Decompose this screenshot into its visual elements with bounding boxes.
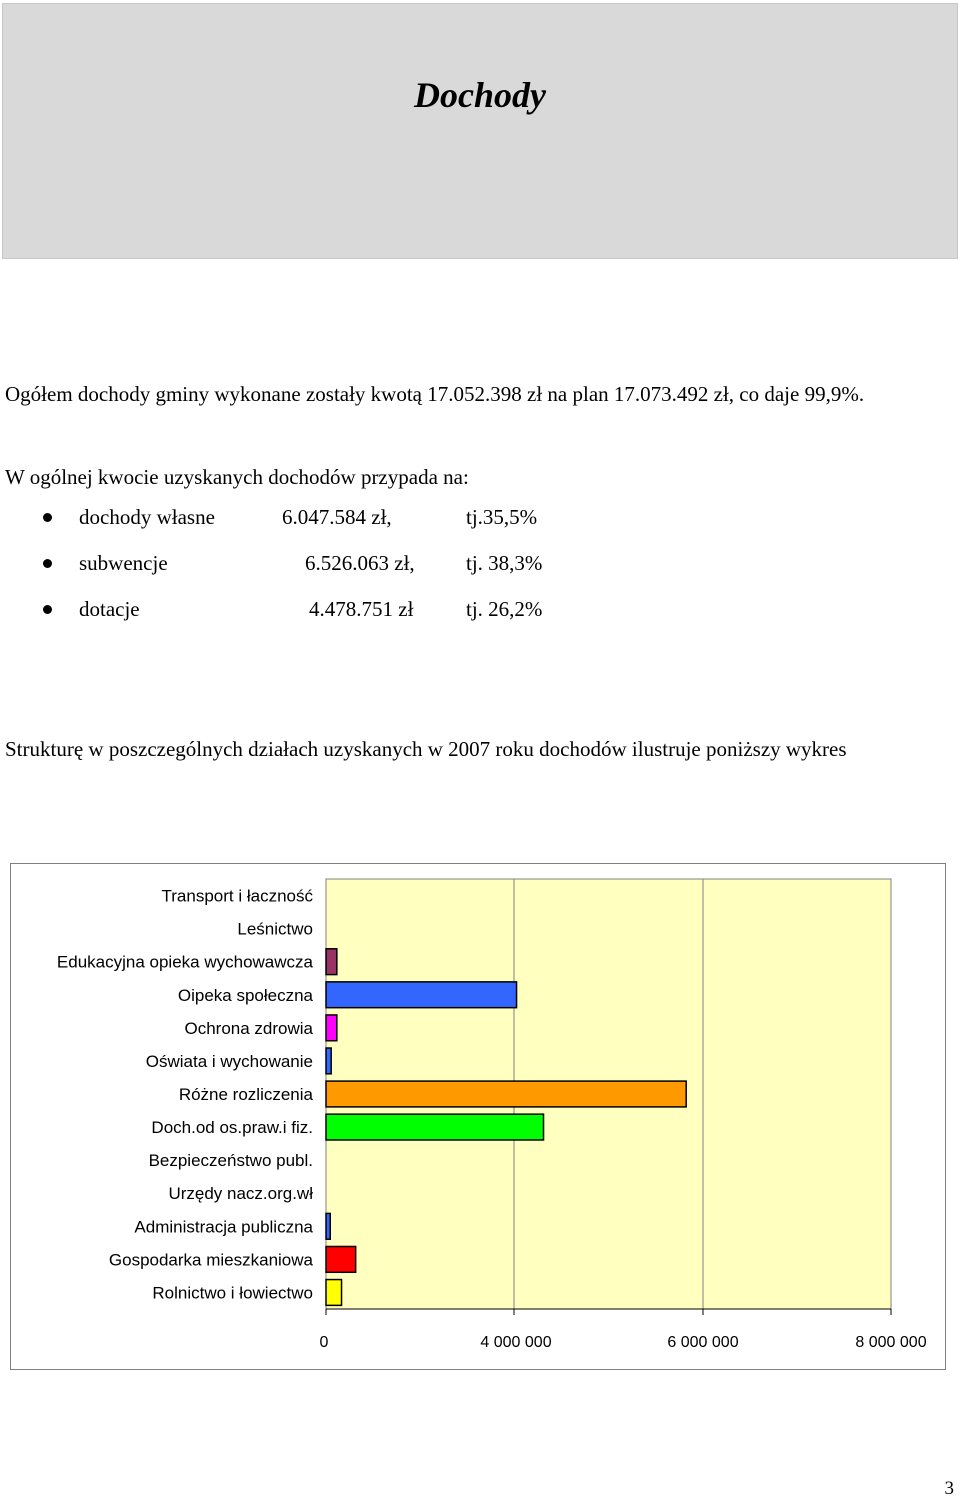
category-label: Doch.od os.praw.i fiz.: [151, 1118, 313, 1138]
breakdown-percent: tj. 26,2%: [466, 597, 543, 621]
bar: [326, 1280, 342, 1306]
income-breakdown-list: [0, 505, 700, 643]
breakdown-amount: 6.047.584 zł,: [282, 505, 392, 529]
bar: [326, 949, 337, 975]
bar: [326, 982, 517, 1008]
x-tick-label: 8 000 000: [855, 1334, 927, 1351]
category-label: Oświata i wychowanie: [145, 1051, 313, 1071]
category-label: Rolnictwo i łowiectwo: [152, 1283, 313, 1303]
bullet-icon: [43, 513, 52, 522]
x-tick-label: 4 000 000: [480, 1334, 552, 1351]
title-banner: [2, 3, 958, 259]
intro-paragraph: Ogółem dochody gminy wykonane zostały kwotą 17.052.398 zł na plan 17.073.492 zł, co daje 99,9%.: [5, 382, 865, 406]
bar: [326, 1015, 337, 1041]
category-label: Urzędy nacz.org.wł: [168, 1184, 313, 1204]
breakdown-amount: 4.478.751 zł: [309, 597, 414, 621]
breakdown-percent: tj. 38,3%: [466, 551, 543, 575]
category-label: Bezpieczeństwo publ.: [148, 1151, 313, 1171]
category-label: Transport i łaczność: [161, 886, 313, 906]
intro-breakdown-lead: W ogólnej kwocie uzyskanych dochodów przypada na:: [5, 465, 469, 489]
category-label: Różne rozliczenia: [178, 1085, 313, 1104]
page-title: Dochody: [414, 75, 546, 115]
x-tick-label: 0: [319, 1334, 329, 1351]
bar: [326, 1246, 356, 1272]
bullet-icon: [43, 605, 52, 614]
breakdown-percent: tj.35,5%: [466, 505, 538, 529]
category-label: Gospodarka mieszkaniowa: [108, 1250, 313, 1270]
list-item: [0, 551, 700, 597]
category-label: Leśnictwo: [237, 919, 313, 939]
bullet-icon: [43, 559, 52, 568]
bar: [326, 1213, 330, 1239]
list-item: [0, 505, 700, 551]
bar: [326, 1081, 686, 1107]
x-tick-label: 6 000 000: [667, 1334, 739, 1351]
category-label: Administracja publiczna: [134, 1217, 313, 1237]
breakdown-label: subwencje: [79, 551, 168, 575]
category-label: Edukacyjna opieka wychowawcza: [56, 952, 313, 972]
category-label: Oipeka społeczna: [177, 985, 313, 1005]
list-item: [0, 597, 700, 643]
income-chart: [10, 863, 946, 1370]
breakdown-amount: 6.526.063 zł,: [305, 551, 415, 575]
breakdown-label: dotacje: [79, 597, 140, 621]
category-label: Ochrona zdrowia: [184, 1018, 313, 1038]
income-bar-chart: [11, 864, 947, 1371]
structure-paragraph: Strukturę w poszczególnych działach uzyskanych w 2007 roku dochodów ilustruje poniższy wykres: [5, 737, 847, 761]
bar: [326, 1114, 544, 1140]
breakdown-label: dochody własne: [79, 505, 215, 529]
bar: [326, 1048, 331, 1074]
page-number: 3: [944, 1478, 954, 1499]
